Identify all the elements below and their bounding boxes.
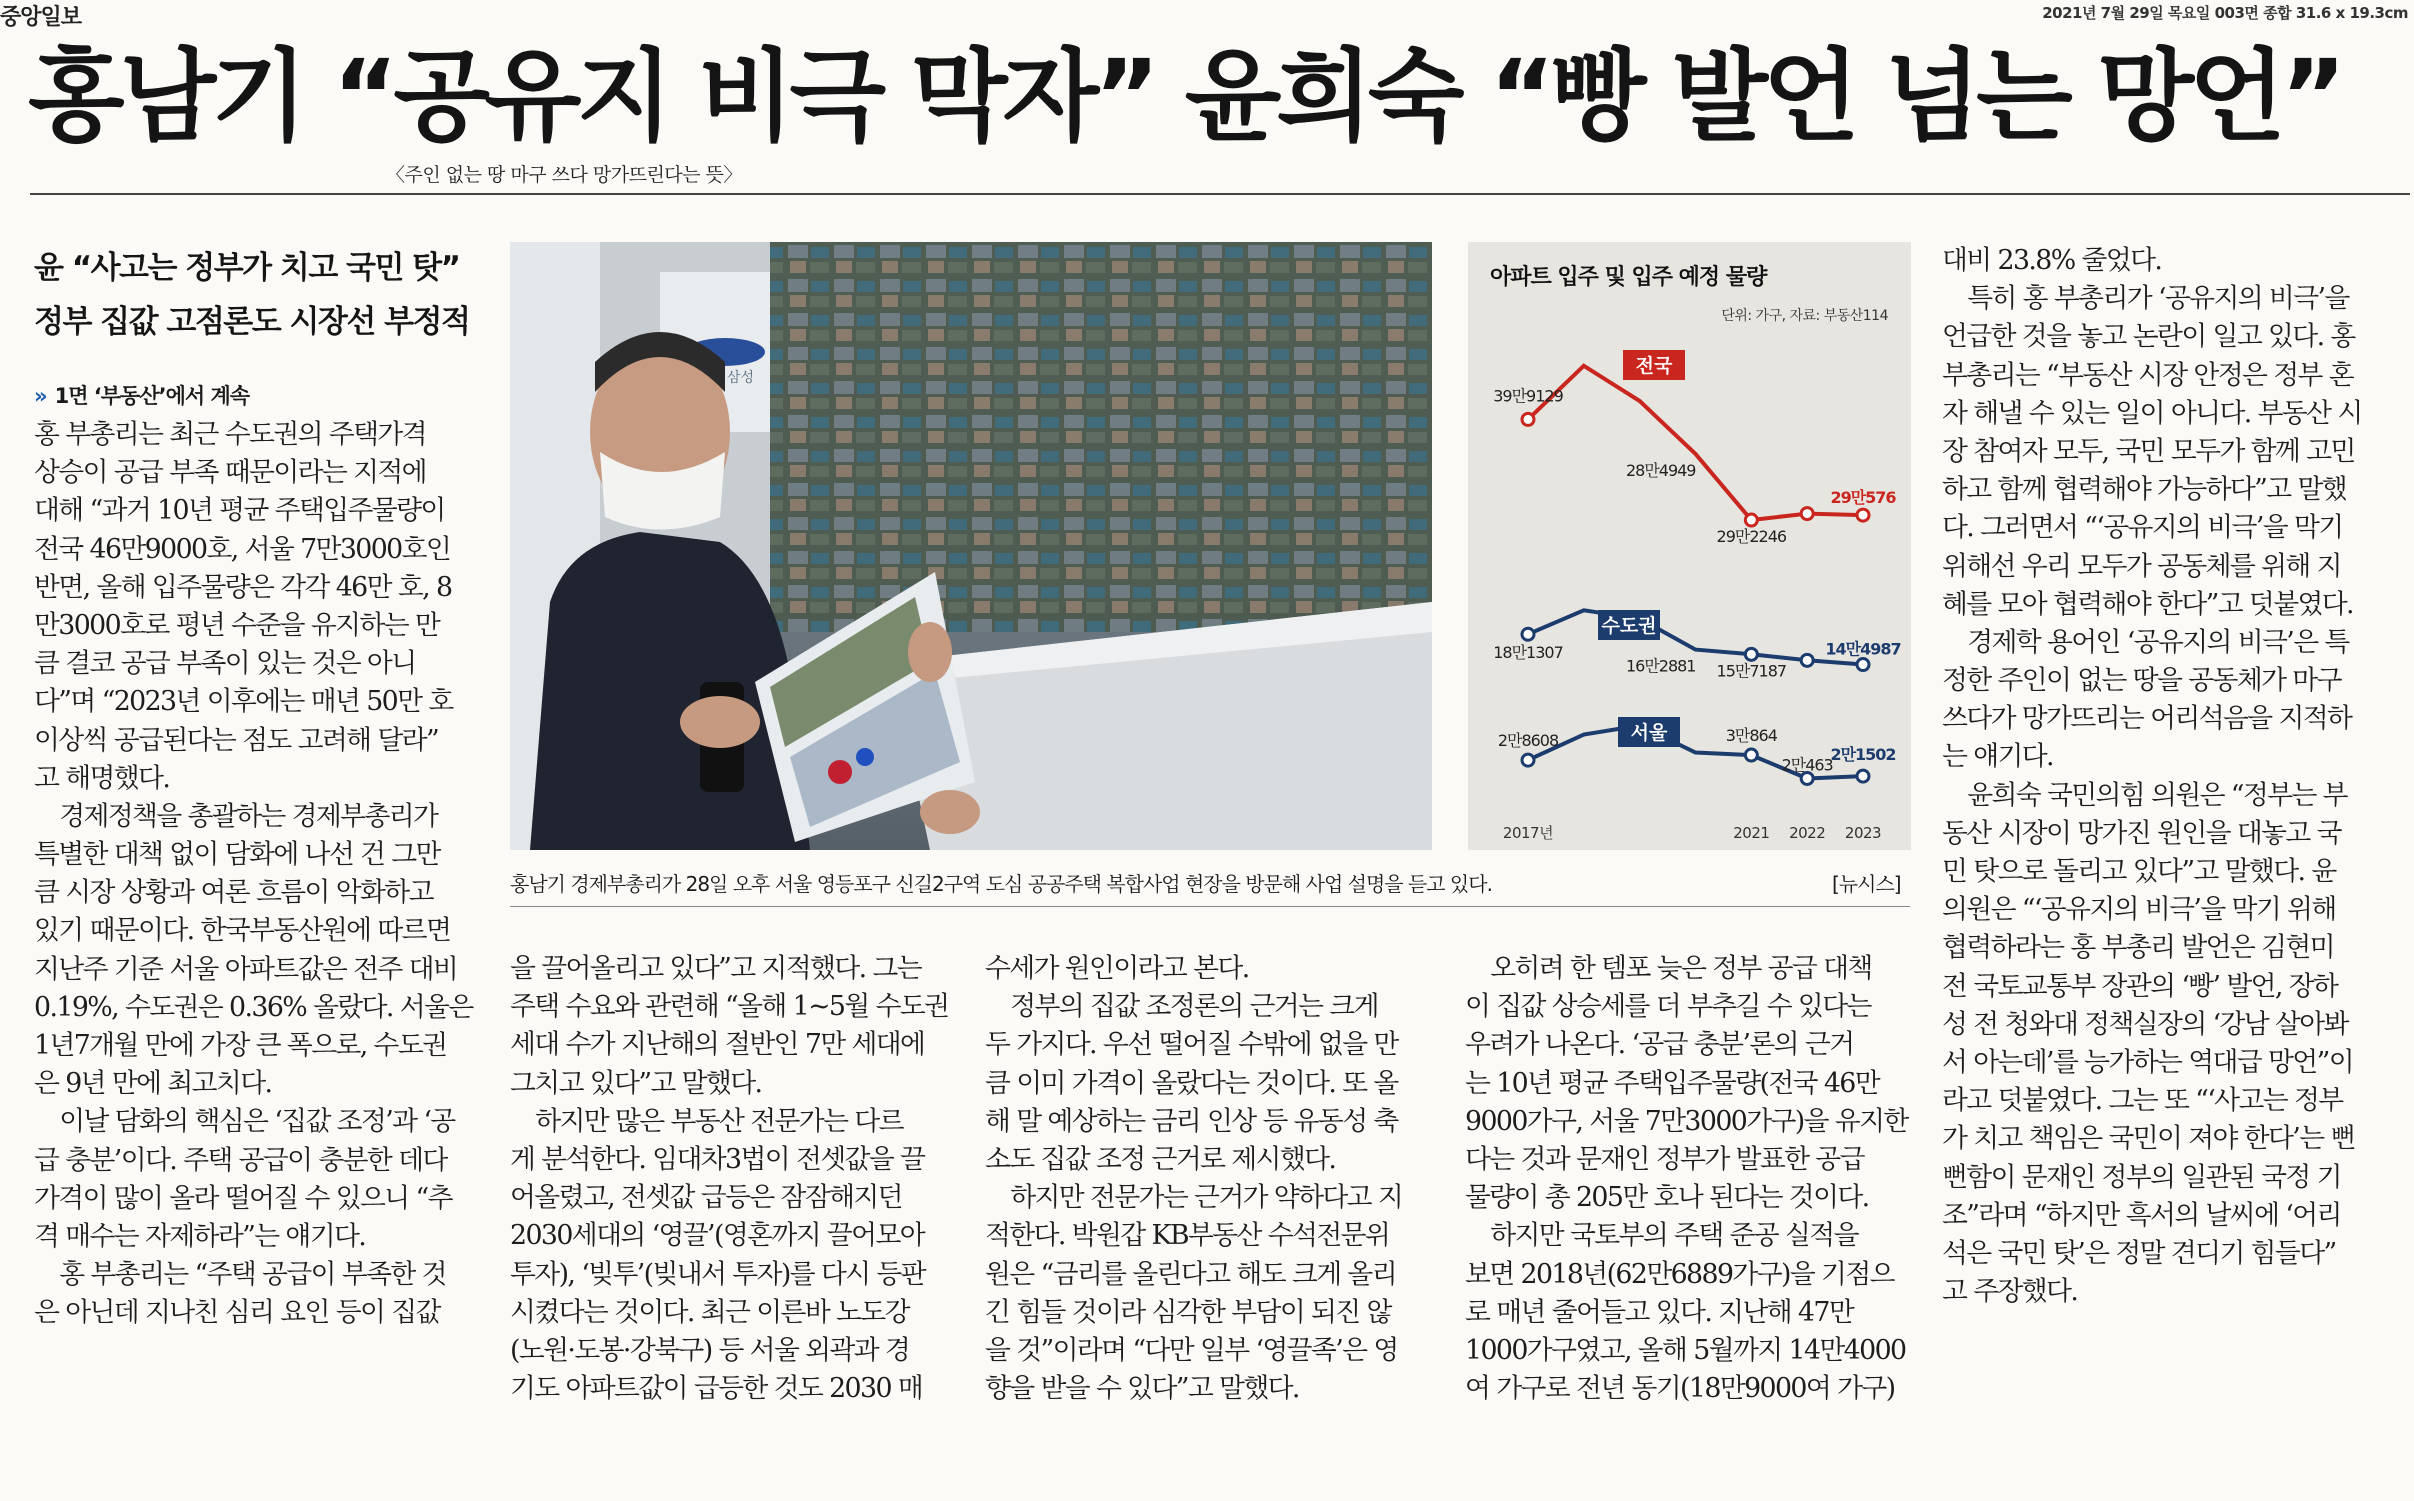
continued-from	[34, 380, 249, 410]
data-point	[1522, 754, 1534, 766]
article-line: 을 것”이라며 “다만 일부 ‘영끌족’은 영	[985, 1334, 1398, 1366]
data-point	[1745, 514, 1757, 526]
article-line: 하지만 전문가는 근거가 약하다고 지	[985, 1182, 1403, 1214]
legend-series-name: 서울	[1630, 722, 1668, 744]
data-point	[1857, 509, 1869, 521]
article-column-5	[1942, 242, 2387, 1311]
news-photo	[510, 242, 1432, 850]
data-point	[1745, 648, 1757, 660]
sign-text: 삼성	[727, 370, 755, 386]
data-label: 39만9129	[1493, 386, 1563, 406]
article-line: 물량이 총 205만 호나 된다는 것이다.	[1465, 1182, 1869, 1214]
article-line: 다는 것과 문재인 정부가 발표한 공급	[1465, 1143, 1864, 1175]
article-line: 오히려 한 템포 늦은 정부 공급 대책	[1465, 953, 1872, 984]
article-line: 는 얘기다.	[1942, 741, 2053, 773]
article-line: 1년7개월 만에 가장 큰 폭으로, 수도권	[34, 1030, 447, 1061]
article-line: 상승이 공급 부족 때문이라는 지적에	[34, 457, 426, 489]
data-point	[1522, 628, 1534, 640]
data-label: 16만2881	[1625, 656, 1696, 676]
article-line: 다”며 “2023년 이후에는 매년 50만 호	[34, 686, 453, 718]
article-line: 조”라며 “하지만 흑서의 날씨에 ‘어리	[1942, 1199, 2341, 1231]
article-line: 하지만 국토부의 주택 준공 실적을	[1465, 1220, 1858, 1252]
headline: 홍남기 “공유지 비극 막자” 윤희숙 “빵 발언 넘는 망언”	[28, 38, 2342, 155]
article-line: 대해 “과거 10년 평균 주택입주물량이	[34, 495, 445, 527]
article-line: 반면, 올해 입주물량은 각각 46만 호, 8	[34, 571, 452, 603]
article-line: (노원·도봉·강북구) 등 서울 외곽과 경	[510, 1334, 910, 1366]
article-column-1	[34, 416, 479, 1333]
article-line: 정부의 집값 조정론의 근거는 크게	[985, 991, 1378, 1023]
legend-series-name: 전국	[1635, 355, 1673, 377]
article-line: 홍 부총리는 “주택 공급이 부족한 것	[34, 1259, 446, 1291]
subheadline-1: 윤 “사고는 정부가 치고 국민 탓”	[34, 250, 460, 286]
article-line: 정한 주인이 없는 땅을 공동체가 마구	[1942, 665, 2341, 697]
article-line: 석은 국민 탓’은 정말 견디기 힘들다”	[1942, 1237, 2336, 1269]
article-line: 두 가지다. 우선 떨어질 수밖에 없을 만	[985, 1029, 1398, 1061]
data-label: 3만864	[1725, 726, 1777, 746]
article-line: 그치고 있다”고 말했다.	[510, 1067, 762, 1099]
article-line: 특히 홍 부총리가 ‘공유지의 비극’을	[1942, 283, 2349, 315]
article-line: 가격이 많이 올라 떨어질 수 있으니 “추	[34, 1182, 452, 1214]
article-line: 보면 2018년(62만6889가구)을 기점으	[1465, 1258, 1894, 1290]
data-label: 2만463	[1781, 755, 1833, 775]
chart-title: 아파트 입주 및 입주 예정 물량	[1490, 265, 1767, 290]
article-line: 게 분석한다. 임대차3법이 전셋값을 끌	[510, 1143, 925, 1175]
article-line: 부총리는 “부동산 시장 안정은 정부 혼	[1942, 359, 2353, 391]
article-line: 쓰다가 망가뜨리는 어리석음을 지적하	[1942, 703, 2352, 735]
article-line: 수세가 원인이라고 본다.	[985, 953, 1249, 984]
article-line: 향을 받을 수 있다”고 말했다.	[985, 1373, 1299, 1405]
chart-source-note: 단위: 가구, 자료: 부동산114	[1721, 308, 1888, 324]
article-line: 뻔함이 문재인 정부의 일관된 국정 기	[1942, 1161, 2341, 1193]
masthead	[0, 0, 2414, 30]
article-line: 만3000호로 평년 수준을 유지하는 만	[34, 609, 440, 641]
photo-credit: [뉴시스]	[1832, 872, 1901, 896]
data-point	[1857, 659, 1869, 671]
article-line: 민 탓으로 돌리고 있다”고 말했다. 윤	[1942, 856, 2336, 887]
data-label: 14만4987	[1825, 639, 1901, 659]
data-point	[1801, 654, 1813, 666]
article-line: 이 집값 상승세를 더 부추길 수 있다는	[1465, 991, 1871, 1023]
data-label: 29만576	[1830, 488, 1896, 508]
article-column-2	[510, 950, 955, 1408]
article-line: 대비 23.8% 줄었다.	[1942, 245, 2162, 276]
article-line: 시켰다는 것이다. 최근 이른바 노도강	[510, 1296, 909, 1328]
photo-illustration	[510, 242, 1432, 850]
article-line: 위해선 우리 모두가 공동체를 위해 지	[1942, 550, 2341, 582]
photo-caption: 홍남기 경제부총리가 28일 오후 서울 영등포구 신길2구역 도심 공공주택 복합사업 현장을 방문해 사업 설명을 듣고 있다.	[510, 872, 1492, 896]
legend-series-name: 수도권	[1601, 615, 1657, 637]
article-line: 이날 담화의 핵심은 ‘집값 조정’과 ‘공	[34, 1106, 455, 1138]
article-line: 큼 이미 가격이 올랐다는 것이다. 또 올	[985, 1067, 1398, 1099]
article-line: 전 국토교통부 장관의 ‘빵’ 발언, 장하	[1942, 970, 2338, 1002]
article-line: 서 아는데’를 능가하는 역대급 망언”이	[1942, 1046, 2353, 1078]
chart-svg	[1468, 242, 1911, 850]
data-point	[1857, 770, 1869, 782]
article-line: 로 매년 줄어들고 있다. 지난해 47만	[1465, 1296, 1854, 1328]
article-line: 투자), ‘빚투’(빚내서 투자)를 다시 등판	[510, 1258, 925, 1290]
article-line: 적한다. 박원갑 KB부동산 수석전문위	[985, 1220, 1390, 1252]
article-line: 우려가 나온다. ‘공급 충분’론의 근거	[1465, 1029, 1854, 1061]
data-label: 2만1502	[1830, 745, 1896, 765]
article-line: 원은 “금리를 올린다고 해도 크게 올리	[985, 1258, 1396, 1290]
article-line: 하고 함께 협력해야 가능하다”고 말했	[1942, 474, 2347, 506]
article-line: 큼 시장 상황과 여론 흐름이 악화하고	[34, 877, 433, 909]
article-line: 있기 때문이다. 한국부동산원에 따르면	[34, 915, 451, 947]
article-line: 특별한 대책 없이 담화에 나선 건 그만	[34, 839, 440, 871]
article-line: 다. 그러면서 “‘공유지의 비극’을 막기	[1942, 512, 2343, 544]
article-line: 장 참여자 모두, 국민 모두가 함께 고민	[1942, 435, 2355, 467]
article-line: 자 해낼 수 있는 일이 아니다. 부동산 시	[1942, 397, 2362, 429]
article-line: 전국 46만9000호, 서울 7만3000호인	[34, 533, 451, 565]
data-point	[1801, 508, 1813, 520]
newspaper-logo: 중앙일보	[0, 5, 82, 30]
subheadline-2: 정부 집값 고점론도 시장선 부정적	[34, 304, 470, 340]
housing-supply-chart	[1468, 242, 1911, 850]
article-line: 는 10년 평균 주택입주물량(전국 46만	[1465, 1067, 1880, 1099]
article-line: 긴 힘들 것이라 심각한 부담이 되진 않	[985, 1296, 1391, 1328]
article-line: 은 아닌데 지나친 심리 요인 등이 집값	[34, 1297, 440, 1329]
article-line: 고 해명했다.	[34, 762, 170, 794]
article-line: 이상씩 공급된다는 점도 고려해 달라”	[34, 724, 439, 756]
article-line: 라고 덧붙였다. 그는 또 “‘사고는 정부	[1942, 1085, 2343, 1117]
article-line: 여 가구로 전년 동기(18만9000여 가구)	[1465, 1373, 1895, 1405]
article-line: 기도 아파트값이 급등한 것도 2030 매	[510, 1373, 923, 1405]
dateline: 2021년 7월 29일 목요일 003면 종합 31.6 x 19.3cm	[2042, 4, 2408, 22]
headline-note: 〈주인 없는 땅 마구 쓰다 망가뜨린다는 뜻〉	[386, 164, 742, 186]
data-point	[1522, 413, 1534, 425]
article-line: 소도 집값 조정 근거로 제시했다.	[985, 1143, 1336, 1175]
article-line: 성 전 청와대 정책실장의 ‘강남 살아봐	[1942, 1008, 2348, 1040]
data-label: 2만8608	[1497, 731, 1559, 751]
x-tick-label: 2022	[1789, 824, 1826, 842]
article-line: 해 말 예상하는 금리 인상 등 유동성 축	[985, 1105, 1398, 1137]
article-line: 동산 시장이 망가진 원인을 대놓고 국	[1942, 817, 2341, 849]
data-label: 18만1307	[1493, 643, 1563, 663]
article-line: 큼 결코 공급 부족이 있는 것은 아니	[34, 648, 416, 680]
article-line: 의원은 “‘공유지의 비극’을 막기 위해	[1942, 894, 2336, 926]
data-label: 15만7187	[1716, 661, 1787, 681]
x-tick-label: 2017년	[1502, 824, 1554, 842]
article-line: 0.19%, 수도권은 0.36% 올랐다. 서울은	[34, 991, 473, 1023]
article-line: 경제학 용어인 ‘공유지의 비극’은 특	[1942, 626, 2349, 658]
article-line: 홍 부총리는 최근 수도권의 주택가격	[34, 419, 426, 450]
article-line: 협력하라는 홍 부총리 발언은 김현미	[1942, 932, 2334, 964]
continued-label: 1면 ‘부동산’에서 계속	[54, 384, 250, 408]
double-chevron-icon: »	[34, 384, 47, 408]
article-line: 주택 수요와 관련해 “올해 1~5월 수도권	[510, 991, 949, 1023]
x-tick-label: 2023	[1844, 824, 1882, 842]
article-line: 가 치고 책임은 국민이 져야 한다’는 뻔	[1942, 1123, 2355, 1155]
article-line: 하지만 많은 부동산 전문가는 다르	[510, 1105, 903, 1137]
article-line: 2030세대의 ‘영끌’(영혼까지 끌어모아	[510, 1220, 925, 1252]
section-rule	[510, 906, 1910, 907]
article-line: 경제정책을 총괄하는 경제부총리가	[34, 800, 438, 832]
data-label: 29만2246	[1716, 527, 1787, 547]
article-line: 9000가구, 서울 7만3000가구)을 유지한	[1465, 1105, 1908, 1137]
x-tick-label: 2021	[1733, 824, 1770, 842]
article-line: 세대 수가 지난해의 절반인 7만 세대에	[510, 1029, 925, 1061]
article-line: 어올렸고, 전셋값 급등은 잠잠해지던	[510, 1182, 902, 1214]
article-column-3	[985, 950, 1430, 1408]
article-line: 격 매수는 자제하라”는 얘기다.	[34, 1220, 366, 1252]
article-line: 윤희숙 국민의힘 의원은 “정부는 부	[1942, 779, 2347, 811]
article-line: 혜를 모아 협력해야 한다”고 덧붙였다.	[1942, 588, 2353, 620]
article-line: 지난주 기준 서울 아파트값은 전주 대비	[34, 953, 458, 985]
article-line: 1000가구였고, 올해 5월까지 14만4000	[1465, 1334, 1906, 1366]
data-label: 28만4949	[1625, 460, 1696, 480]
article-line: 을 끌어올리고 있다”고 지적했다. 그는	[510, 953, 921, 984]
data-point	[1745, 749, 1757, 761]
article-line: 급 충분’이다. 주택 공급이 충분한 데다	[34, 1144, 447, 1176]
headline-rule	[30, 193, 2410, 195]
article-column-4	[1465, 950, 1910, 1408]
article-line: 고 주장했다.	[1942, 1276, 2078, 1308]
article-line: 은 9년 만에 최고치다.	[34, 1068, 272, 1100]
article-line: 언급한 것을 놓고 논란이 일고 있다. 홍	[1942, 321, 2355, 353]
